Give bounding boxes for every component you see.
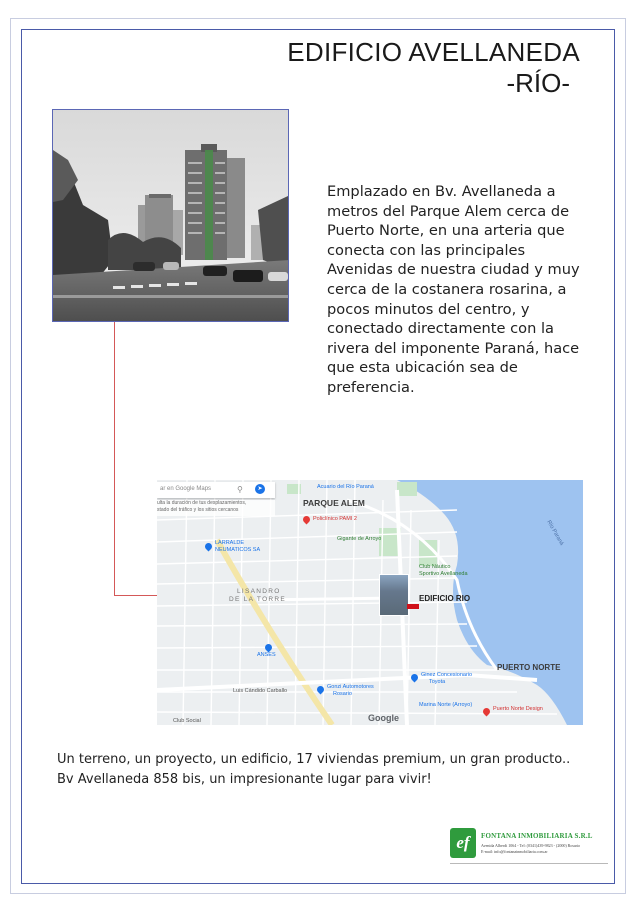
map-place-acuario[interactable]: Acuario del Río Paraná [317,484,374,490]
description-line: pocos minutos del centro, y [327,300,530,318]
description-line: conectado directamente con la [327,320,554,338]
map-search-hint-line: ulta la duración de tus desplazamientos, [157,500,247,506]
company-contact [481,843,580,855]
description-line: Puerto Norte, en una arteria que [327,222,565,240]
building-photo [52,109,289,322]
logo-divider [450,863,608,864]
description-line: Avenidas de nuestra ciudad y muy [327,261,580,279]
map-label-lisandro: LISANDRO [237,588,281,595]
description-line: Emplazado en Bv. Avellaneda a [327,183,556,200]
map-place-ginez[interactable]: Ginez Concesionario [421,672,473,678]
description-line: cerca de la costanera rosarina, a [327,280,567,298]
search-icon[interactable]: ⚲ [237,485,243,494]
directions-icon[interactable]: ➤ [255,484,265,494]
map-place-club[interactable]: Club Náutico [419,564,451,570]
map-building-thumbnail [379,574,409,616]
page-subtitle: -RÍO- [506,68,570,98]
map-place-neumaticos[interactable]: NEUMATICOS SA [215,547,261,553]
company-address: Avenida Alberdi 1064 - Tel: (0341)439-9823 - (2000) Rosario [481,843,581,848]
map-place-club-social[interactable]: Club Social [173,718,201,724]
company-name: FONTANA INMOBILIARIA S.R.L [481,832,593,840]
map-place-club-2[interactable]: Sportivo Avellaneda [419,571,468,577]
footer-line-2: Bv Avellaneda 858 bis, un impresionante lugar para vivir! [57,772,432,787]
map-search-hint-line: stado del tráfico y los sitios cercanos [157,507,239,513]
map-street-label: Luis Cándido Carballo [233,688,288,694]
google-logo: Google [368,713,399,723]
description-line: rivera del imponente Paraná, hace [327,339,580,357]
page-title: EDIFICIO AVELLANEDA [287,37,580,67]
map-label-de-la-torre: DE LA TORRE [229,596,287,603]
connector-line-vertical [114,322,115,596]
map-place-policlinico[interactable]: Policlínico PAMI 2 [313,516,357,522]
map-search-placeholder: ar en Google Maps [160,486,212,492]
map-label-parque-alem: PARQUE ALEM [303,498,365,508]
map-place-gigante[interactable]: Gigante de Arroyo [337,536,382,542]
description-line: que esta ubicación sea de [327,359,518,377]
company-logo-icon: ef [450,828,476,858]
map-place-gonzi[interactable]: Gonzi Automotores [327,684,374,690]
map-place-rio-parana: Río Paraná [545,519,565,547]
footer-line-1: Un terreno, un proyecto, un edificio, 17 viviendas premium, un gran producto.. [57,752,571,767]
map-place-larralde[interactable]: LARRALDE [215,540,245,546]
map-place-gonzi-2[interactable]: Rosario [333,691,352,697]
company-email: E-mail: info@fontanainmobiliaria.com.ar [481,849,548,854]
map-label-edificio: EDIFICIO RIO [419,594,471,603]
map-label-puerto-norte: PUERTO NORTE [497,663,561,672]
footer-text [57,750,597,790]
map-place-anses[interactable]: ANSES [257,652,276,658]
map-place-puerto-design[interactable]: Puerto Norte Design [493,706,543,712]
building-photo-illustration [53,110,289,322]
map-place-marina[interactable]: Marina Norte (Arroyo) [419,702,473,708]
map-location-marker[interactable] [407,604,419,609]
description-line: preferencia. [327,378,415,396]
description-text [327,182,582,398]
location-map[interactable] [157,480,583,725]
map-search-hint [157,500,275,516]
map-search-box[interactable] [157,482,275,498]
description-line: metros del Parque Alem cerca de [327,202,570,220]
map-place-ginez-2[interactable]: Toyota [429,679,446,685]
description-line: conecta con las principales [327,241,526,259]
